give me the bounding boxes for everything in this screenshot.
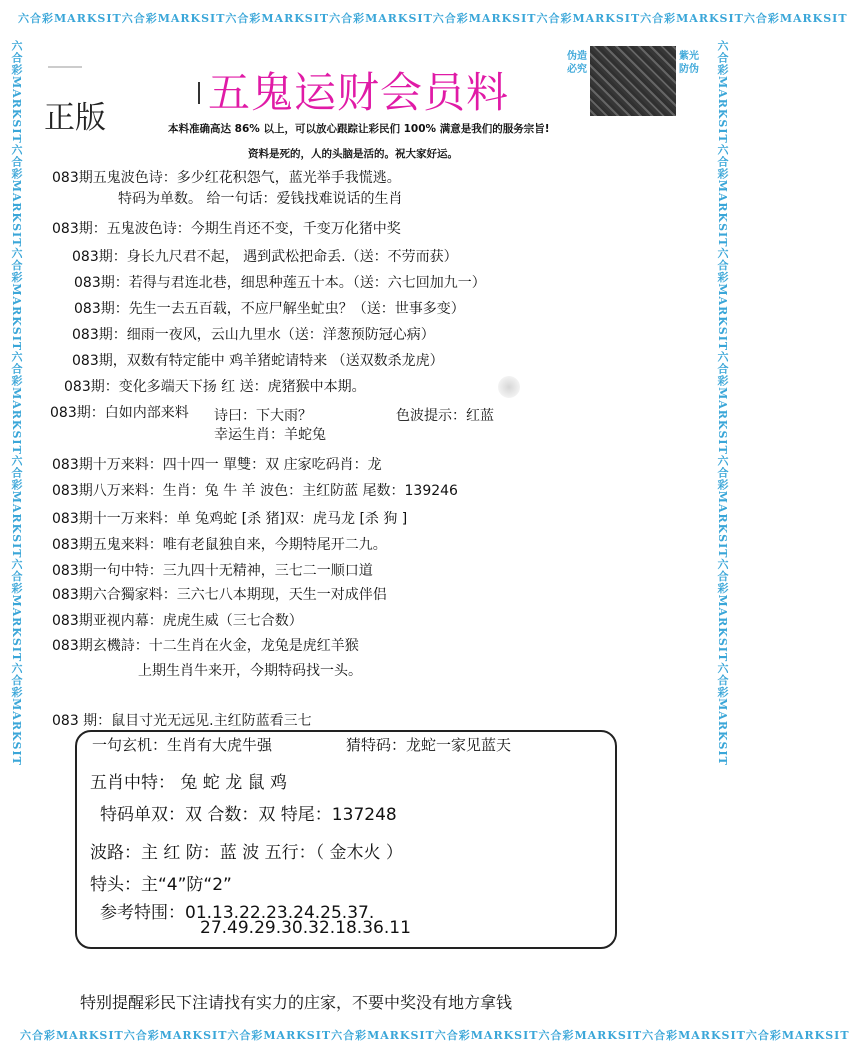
box-head: 特头：主“4”防“2” [90,875,232,895]
line-7: 083期，双数有特定能中 鸡羊猪蛇请特来 （送双数杀龙虎） [72,353,444,369]
line-9: 083期：白如内部来料 [50,405,189,421]
line-5: 083期：先生一去五百载，不应尸解坐虻虫？（送：世事多变） [74,301,465,317]
line-2: 083期：五鬼波色诗：今期生肖还不变，千变万化猪中奖 [52,221,401,237]
line-12: 幸运生肖：羊蛇兔 [214,427,326,443]
subtitle-guarantee: 本料准确高达 86% 以上，可以放心跟踪让彩民们 100% 满意是我们的服务宗旨! [168,123,550,135]
footer-reminder: 特别提醒彩民下注请找有实力的庄家，不要中奖没有地方拿钱 [80,993,513,1012]
line-16: 083期五鬼来料：唯有老鼠独自来，今期特尾开二九。 [52,537,387,553]
subtitle-luck: 资料是死的，人的头脑是活的。祝大家好运。 [248,148,458,160]
watermark-right: 六合彩MARKSIT六合彩MARKSIT六合彩MARKSIT六合彩MARKSIT六合彩MARKSIT六合彩MARKSIT六合彩MARKSIT [716,40,729,766]
line-17: 083期一句中特：三九四十无精神，三七二一顺口道 [52,563,373,579]
line-14: 083期八万来料：生肖：兔 牛 羊 波色：主红防蓝 尾数：139246 [52,483,458,499]
watermark-top: 六合彩MARKSIT六合彩MARKSIT六合彩MARKSIT六合彩MARKSIT六合彩MARKSIT六合彩MARKSIT六合彩MARKSIT六合彩MARKSIT [18,12,848,25]
box-odd-even: 特码单双：双 合数：双 特尾：137248 [100,805,397,825]
title-bar [198,82,200,104]
box-five-zodiac: 五肖中特： 兔 蛇 龙 鼠 鸡 [90,773,288,793]
box-range-2: 27.49.29.30.32.18.36.11 [200,918,411,938]
qr-code-image [590,46,676,116]
line-13: 083期十万来料：四十四一 單雙：双 庄家吃码肖：龙 [52,457,382,473]
anti-fake-stamp-left: 伪造必究 [567,51,587,75]
line-1: 特码为单数。 给一句话：爱钱找难说话的生肖 [118,191,403,207]
line-11: 色波提示：红蓝 [396,408,494,424]
line-15: 083期十一万来料：单 兔鸡蛇 [杀 猪]双：虎马龙 [杀 狗 ] [52,511,408,527]
box-range-1: 参考特围：01.13.22.23.24.25.37. [100,903,375,923]
line-0: 083期五鬼波色诗：多少红花积怨气，蓝光举手我慌逃。 [52,170,401,186]
watermark-bottom: 六合彩MARKSIT六合彩MARKSIT六合彩MARKSIT六合彩MARKSIT六合彩MARKSIT六合彩MARKSIT六合彩MARKSIT六合彩MARKSIT [20,1029,850,1042]
line-10: 诗曰：下大雨？ [214,408,312,424]
line-18: 083期六合獨家料：三六七八本期现，天生一对成伴侣 [52,587,387,603]
box-wave: 波路：主 红 防：蓝 波 五行：（ 金木火 ） [90,843,403,863]
line-6: 083期：细雨一夜风，云山九里水（送：洋葱预防冠心病） [72,327,435,343]
watermark-left: 六合彩MARKSIT六合彩MARKSIT六合彩MARKSIT六合彩MARKSIT六合彩MARKSIT六合彩MARKSIT六合彩MARKSIT [10,40,23,766]
line-20: 083期玄機詩：十二生肖在火金，龙兔是虎红羊猴 [52,638,359,654]
line-3: 083期：身长九尺君不起， 遇到武松把命丢.（送：不劳而获） [72,249,458,265]
box-guess: 猜特码：龙蛇一家见蓝天 [346,736,512,754]
line-21: 上期生肖牛来开，今期特码找一头。 [138,663,362,679]
box-hint: 一句玄机：生肖有大虎牛强 [92,736,273,754]
anti-fake-stamp-right: 紫光防伪 [679,51,699,75]
line-22: 083 期：鼠目寸光无远见.主红防蓝看三七 [52,713,312,729]
line-4: 083期：若得与君连北巷，细思种莲五十本。（送：六七回加九一） [74,275,486,291]
ink-smudge [498,376,520,398]
decor-dash [48,66,82,68]
page-title: 五鬼运财会员料 [208,68,510,117]
line-8: 083期：变化多端天下扬 红 送：虎猪猴中本期。 [64,379,366,395]
line-19: 083期亚视内幕：虎虎生威（三七合数） [52,613,303,629]
zhengban-label: 正版 [44,100,106,136]
